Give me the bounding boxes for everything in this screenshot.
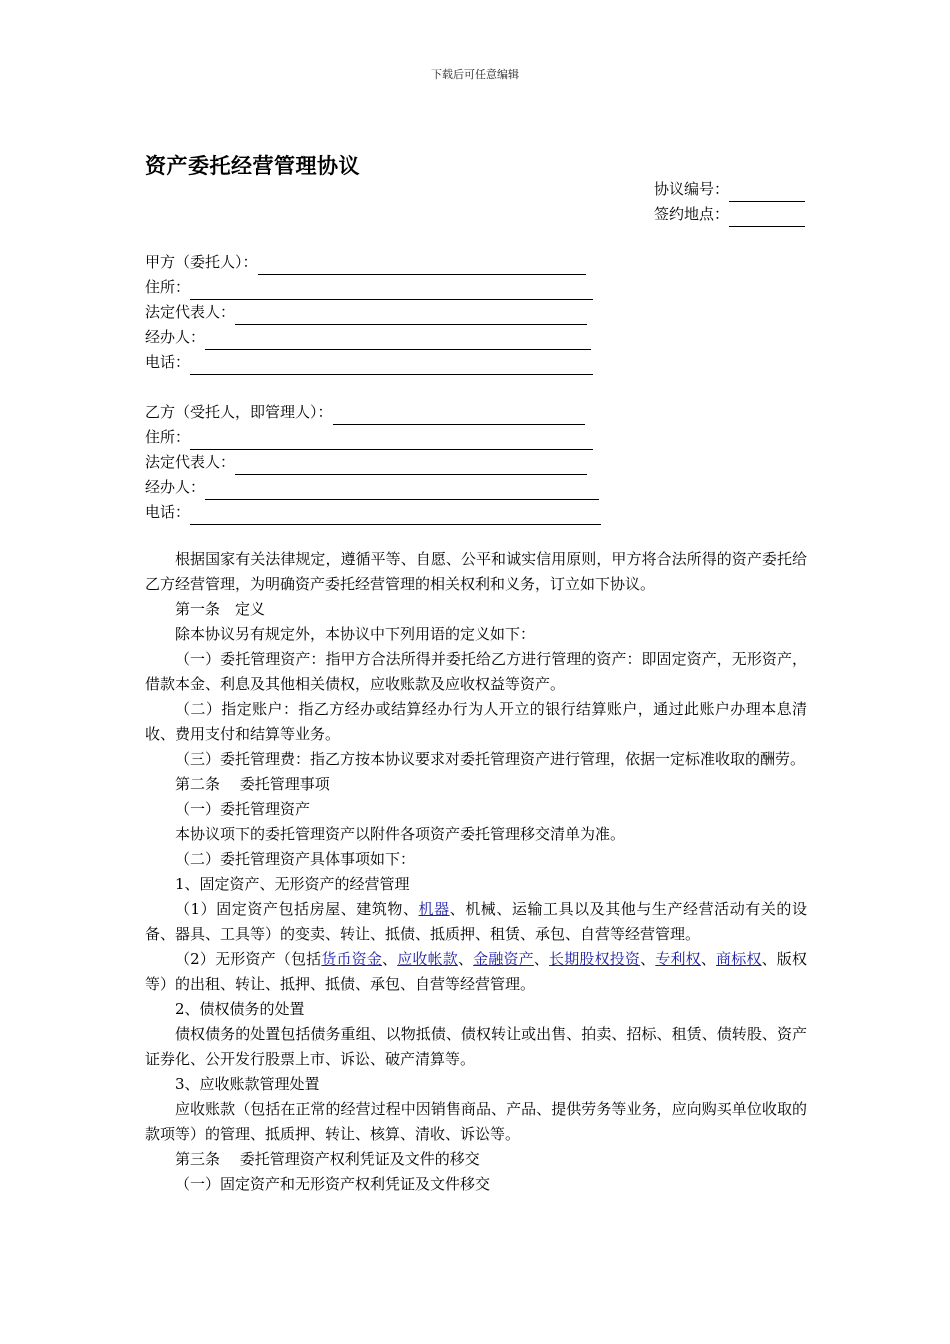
party-b-name-field bbox=[145, 400, 601, 425]
fixed-assets-text-pre: （1）固定资产包括房屋、建筑物、 bbox=[175, 900, 419, 918]
intangible-assets-paragraph bbox=[145, 947, 807, 997]
party-b-handler-blank bbox=[205, 481, 599, 500]
article-3-title: 第三条 委托管理资产权利凭证及文件的移交 bbox=[175, 1150, 480, 1168]
party-a-label: 甲方（委托人）： bbox=[145, 253, 258, 271]
article-2-title: 第二条 委托管理事项 bbox=[175, 775, 330, 793]
party-a-name-field bbox=[145, 250, 593, 275]
monetary-funds-link[interactable]: 货币资金 bbox=[321, 950, 383, 968]
article-2-item-2-text: 债权债务的处置包括债务重组、以物抵债、债权转让或出售、拍卖、招标、租赁、债转股、资产证券化、公开发行股票上市、诉讼、破产清算等。 bbox=[145, 1025, 807, 1068]
party-b-legal-rep-field bbox=[145, 450, 601, 475]
party-b-name-blank bbox=[333, 406, 585, 425]
party-a-address-field bbox=[145, 275, 593, 300]
agreement-number-blank bbox=[729, 183, 805, 202]
party-b-phone-blank bbox=[190, 506, 601, 525]
party-a-handler-label: 经办人： bbox=[145, 328, 206, 346]
party-b-address-label: 住所： bbox=[145, 428, 191, 446]
article-1-item-1: （一）委托管理资产：指甲方合法所得并委托给乙方进行管理的资产：即固定资产，无形资产，借款本金、利息及其他相关债权，应收账款及应收权益等资产。 bbox=[145, 650, 807, 693]
party-b-legal-rep-blank bbox=[235, 456, 587, 475]
party-b-phone-field bbox=[145, 500, 601, 525]
party-a-phone-field bbox=[145, 350, 593, 375]
article-2-item-3: 3、应收账款管理处置 bbox=[175, 1075, 320, 1093]
agreement-meta bbox=[654, 177, 805, 227]
patent-right-link[interactable]: 专利权 bbox=[655, 950, 701, 968]
party-a-section bbox=[145, 250, 593, 375]
signing-place-label: 签约地点： bbox=[653, 205, 729, 223]
intangible-sep-2: 、 bbox=[457, 950, 474, 968]
accounts-receivable-link[interactable]: 应收帐款 bbox=[397, 950, 458, 968]
party-a-handler-field bbox=[145, 325, 593, 350]
document-title: 资产委托经营管理协议 bbox=[145, 153, 360, 178]
long-term-equity-investment-link[interactable]: 长期股权投资 bbox=[549, 950, 641, 968]
intangible-sep-4: 、 bbox=[640, 950, 656, 968]
party-b-address-field bbox=[145, 425, 601, 450]
party-b-handler-field bbox=[145, 475, 601, 500]
header-note: 下载后可任意编辑 bbox=[431, 68, 519, 81]
article-2-item-3-text: 应收账款（包括在正常的经营过程中因销售商品、产品、提供劳务等业务，应向购买单位收取的款项等）的管理、抵质押、转让、核算、清收、诉讼等。 bbox=[145, 1100, 807, 1143]
article-1-title: 第一条 定义 bbox=[175, 600, 266, 618]
party-a-phone-blank bbox=[190, 356, 593, 375]
party-b-phone-label: 电话： bbox=[145, 503, 191, 521]
fixed-assets-paragraph bbox=[145, 897, 807, 947]
article-2-item-1: 1、固定资产、无形资产的经营管理 bbox=[175, 875, 410, 893]
party-a-legal-rep-label: 法定代表人： bbox=[145, 303, 236, 321]
article-2-sub-1-text: 本协议项下的委托管理资产以附件各项资产委托管理移交清单为准。 bbox=[175, 825, 626, 843]
trademark-right-link[interactable]: 商标权 bbox=[716, 950, 762, 968]
article-1-item-2: （二）指定账户：指乙方经办或结算经办行为人开立的银行结算账户，通过此账户办理本息清收、费用支付和结算等业务。 bbox=[145, 700, 807, 743]
party-a-handler-blank bbox=[205, 331, 591, 350]
party-b-handler-label: 经办人： bbox=[145, 478, 206, 496]
intangible-sep-1: 、 bbox=[382, 950, 398, 968]
article-3-sub-1: （一）固定资产和无形资产权利凭证及文件移交 bbox=[175, 1175, 491, 1193]
party-b-address-blank bbox=[190, 431, 593, 450]
agreement-number-label: 协议编号： bbox=[653, 180, 729, 198]
agreement-body bbox=[145, 547, 807, 1197]
intro-paragraph: 根据国家有关法律规定，遵循平等、自愿、公平和诚实信用原则，甲方将合法所得的资产委托给乙方经营管理，为明确资产委托经营管理的相关权利和义务，订立如下协议。 bbox=[145, 550, 807, 593]
fixed-assets-text-post: 、机械、运输工具以及其他与生产经营活动有关的设备、器具、工具等）的变卖、转让、抵债、抵质押、租赁、承包、自营等经营管理。 bbox=[145, 900, 807, 943]
intangible-text-post: 、版权等）的出租、转让、抵押、抵债、承包、自营等经营管理。 bbox=[145, 950, 807, 993]
intangible-text-pre: （2）无形资产（包括 bbox=[175, 950, 322, 968]
party-a-address-blank bbox=[190, 281, 593, 300]
article-2-sub-2: （二）委托管理资产具体事项如下： bbox=[175, 850, 416, 868]
machine-link[interactable]: 机器 bbox=[418, 900, 450, 918]
party-a-phone-label: 电话： bbox=[145, 353, 191, 371]
financial-assets-link[interactable]: 金融资产 bbox=[473, 950, 534, 968]
signing-place-line bbox=[654, 202, 805, 227]
article-2-item-2: 2、债权债务的处置 bbox=[175, 1000, 305, 1018]
article-1-lead: 除本协议另有规定外，本协议中下列用语的定义如下： bbox=[175, 625, 536, 643]
signing-place-blank bbox=[729, 208, 805, 227]
party-a-address-label: 住所： bbox=[145, 278, 191, 296]
intangible-sep-3: 、 bbox=[533, 950, 550, 968]
party-b-section bbox=[145, 400, 601, 525]
agreement-number-line bbox=[654, 177, 805, 202]
party-a-legal-rep-field bbox=[145, 300, 593, 325]
party-b-legal-rep-label: 法定代表人： bbox=[145, 453, 236, 471]
intangible-sep-5: 、 bbox=[700, 950, 717, 968]
party-a-legal-rep-blank bbox=[235, 306, 587, 325]
article-2-sub-1: （一）委托管理资产 bbox=[175, 800, 311, 818]
article-1-item-3: （三）委托管理费：指乙方按本协议要求对委托管理资产进行管理，依据一定标准收取的酬劳。 bbox=[175, 750, 806, 768]
party-b-label: 乙方（受托人，即管理人）： bbox=[145, 403, 333, 421]
party-a-name-blank bbox=[258, 256, 586, 275]
